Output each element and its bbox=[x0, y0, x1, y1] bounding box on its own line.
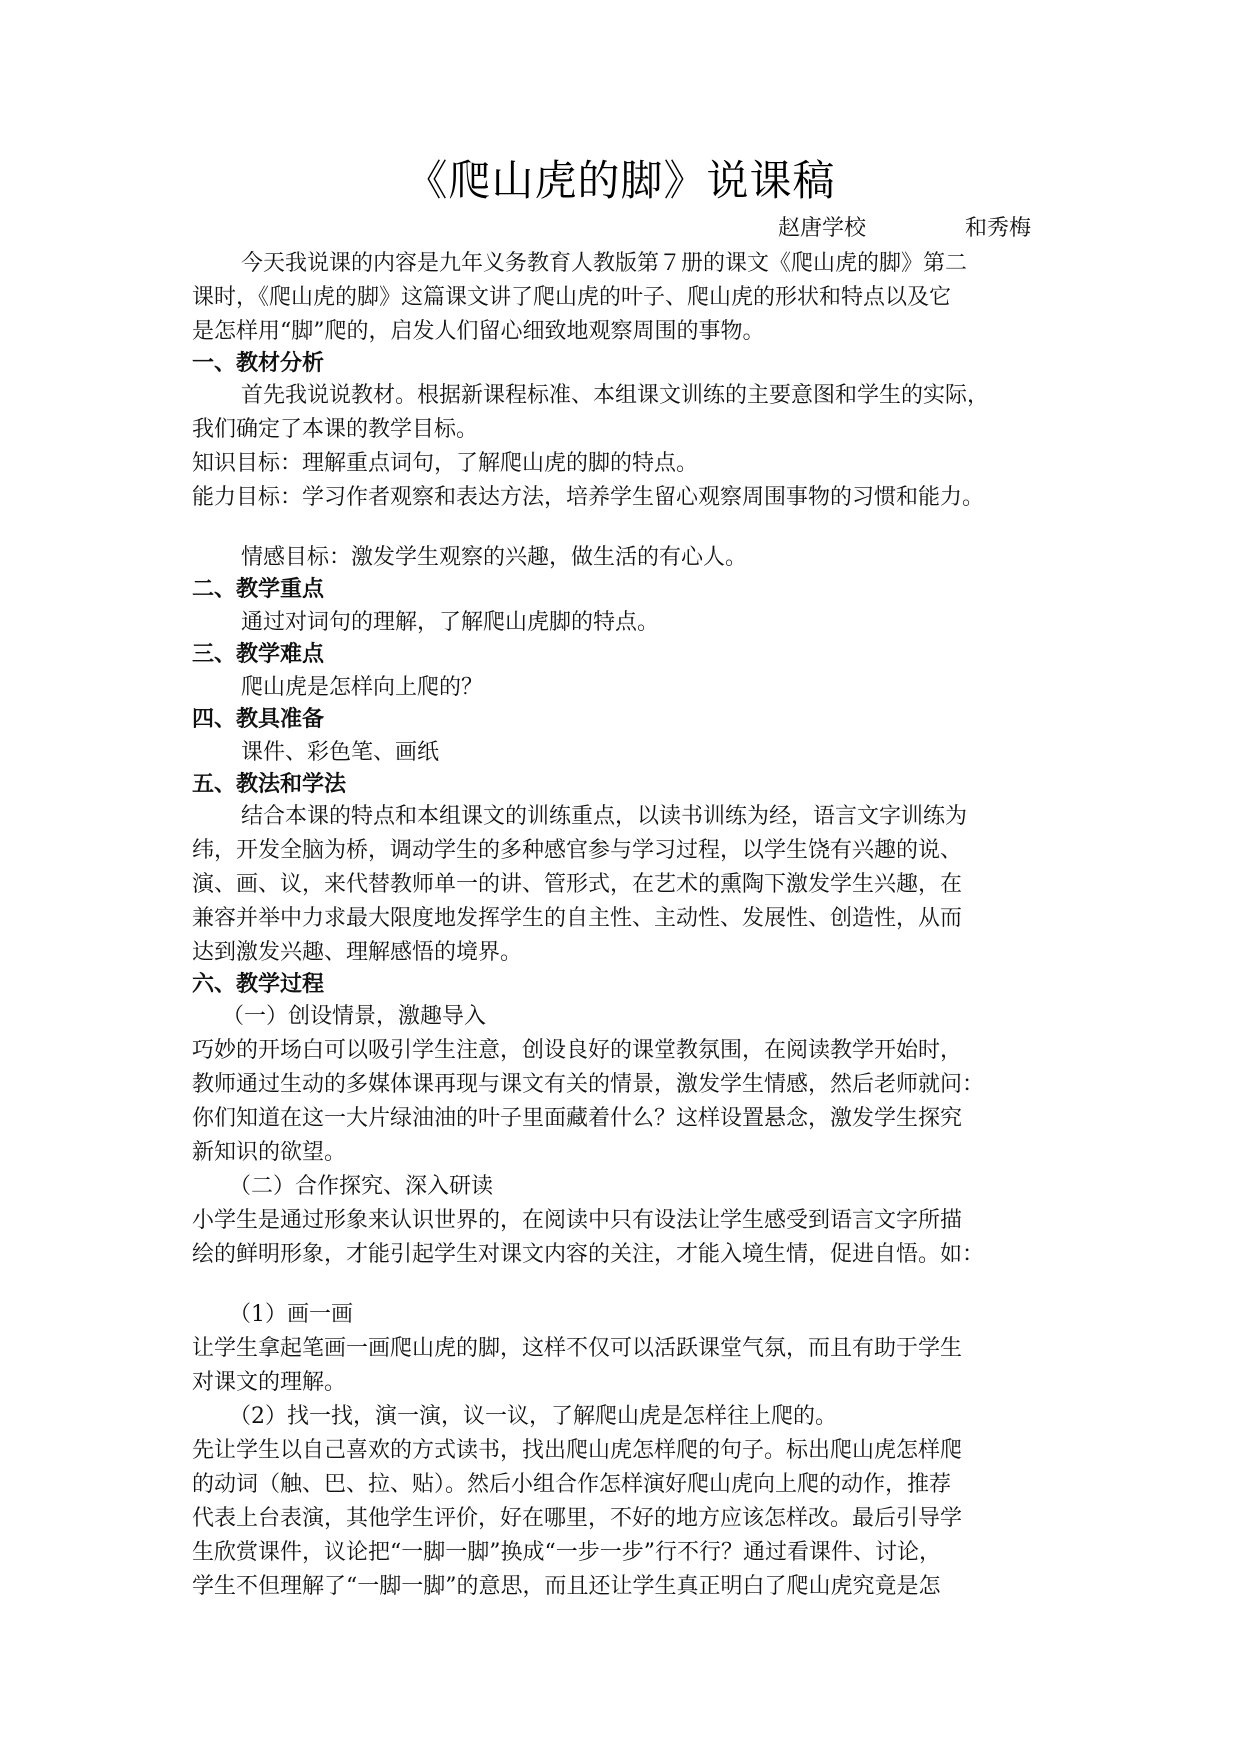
paragraph-line: （1）画一画 bbox=[229, 1302, 353, 1327]
paragraph-line: 的动词（触、巴、拉、贴）。然后小组合作怎样演好爬山虎向上爬的动作，推荐 bbox=[192, 1472, 952, 1497]
section-heading: 一、教材分析 bbox=[192, 351, 325, 376]
paragraph-line: 代表上台表演，其他学生评价，好在哪里，不好的地方应该怎样改。最后引导学 bbox=[192, 1506, 963, 1531]
author-name: 和秀梅 bbox=[965, 216, 1032, 241]
paragraph-line: （一）创设情景，激趣导入 bbox=[222, 1004, 487, 1029]
paragraph-line: 学生不但理解了“一脚一脚”的意思，而且还让学生真正明白了爬山虎究竟是怎 bbox=[192, 1574, 941, 1599]
paragraph-line: 教师通过生动的多媒体课再现与课文有关的情景，激发学生情感，然后老师就问： bbox=[192, 1072, 985, 1097]
school-name: 赵唐学校 bbox=[778, 216, 867, 241]
section-heading: 二、教学重点 bbox=[192, 577, 325, 602]
paragraph-line: 达到激发兴趣、理解感悟的境界。 bbox=[192, 940, 523, 965]
paragraph-line: 结合本课的特点和本组课文的训练重点，以读书训练为经，语言文字训练为 bbox=[241, 804, 968, 829]
paragraph-line: 课时，《爬山虎的脚》这篇课文讲了爬山虎的叶子、爬山虎的形状和特点以及它 bbox=[192, 285, 952, 310]
section-heading: 四、教具准备 bbox=[192, 707, 325, 732]
paragraph-line: 今天我说课的内容是九年义务教育人教版第７册的课文《爬山虎的脚》第二 bbox=[241, 251, 968, 276]
paragraph-line: 绘的鲜明形象，才能引起学生对课文内容的关注，才能入境生情，促进自悟。如： bbox=[192, 1242, 985, 1267]
paragraph-line: 能力目标：学习作者观察和表达方法，培养学生留心观察周围事物的习惯和能力。 bbox=[192, 485, 985, 510]
section-heading: 六、教学过程 bbox=[192, 972, 325, 997]
paragraph-line: 生欣赏课件，议论把“一脚一脚”换成“一步一步”行不行？通过看课件、讨论， bbox=[192, 1540, 941, 1565]
paragraph-line: 纬，开发全脑为桥，调动学生的多种感官参与学习过程，以学生饶有兴趣的说、 bbox=[192, 838, 963, 863]
paragraph-line: （二）合作探究、深入研读 bbox=[229, 1174, 494, 1199]
paragraph-line: 巧妙的开场白可以吸引学生注意，创设良好的课堂教氛围，在阅读教学开始时， bbox=[192, 1038, 963, 1063]
section-heading: 三、教学难点 bbox=[192, 642, 325, 667]
paragraph-line: 新知识的欲望。 bbox=[192, 1140, 347, 1165]
paragraph-line: （2）找一找，演一演，议一议，了解爬山虎是怎样往上爬的。 bbox=[229, 1404, 837, 1429]
paragraph-line: 情感目标：激发学生观察的兴趣，做生活的有心人。 bbox=[241, 545, 748, 570]
paragraph-line: 首先我说说教材。根据新课程标准、本组课文训练的主要意图和学生的实际， bbox=[241, 383, 990, 408]
paragraph-line: 兼容并举中力求最大限度地发挥学生的自主性、主动性、发展性、创造性，从而 bbox=[192, 906, 963, 931]
paragraph-line: 对课文的理解。 bbox=[192, 1370, 347, 1395]
paragraph-line: 先让学生以自己喜欢的方式读书，找出爬山虎怎样爬的句子。标出爬山虎怎样爬 bbox=[192, 1438, 963, 1463]
paragraph-line: 是怎样用“脚”爬的，启发人们留心细致地观察周围的事物。 bbox=[192, 319, 765, 344]
document-title: 《爬山虎的脚》说课稿 bbox=[405, 156, 836, 205]
paragraph-line: 通过对词句的理解，了解爬山虎脚的特点。 bbox=[241, 610, 660, 635]
paragraph-line: 演、画、议，来代替教师单一的讲、管形式，在艺术的熏陶下激发学生兴趣，在 bbox=[192, 872, 963, 897]
paragraph-line: 知识目标：理解重点词句，了解爬山虎的脚的特点。 bbox=[192, 451, 699, 476]
paragraph-line: 你们知道在这一大片绿油油的叶子里面藏着什么？这样设置悬念，激发学生探究 bbox=[192, 1106, 963, 1131]
section-heading: 五、教法和学法 bbox=[192, 772, 347, 797]
paragraph-line: 我们确定了本课的教学目标。 bbox=[192, 417, 479, 442]
paragraph-line: 爬山虎是怎样向上爬的？ bbox=[241, 675, 484, 700]
paragraph-line: 课件、彩色笔、画纸 bbox=[241, 740, 440, 765]
paragraph-line: 让学生拿起笔画一画爬山虎的脚，这样不仅可以活跃课堂气氛，而且有助于学生 bbox=[192, 1336, 963, 1361]
paragraph-line: 小学生是通过形象来认识世界的，在阅读中只有设法让学生感受到语言文字所描 bbox=[192, 1208, 963, 1233]
